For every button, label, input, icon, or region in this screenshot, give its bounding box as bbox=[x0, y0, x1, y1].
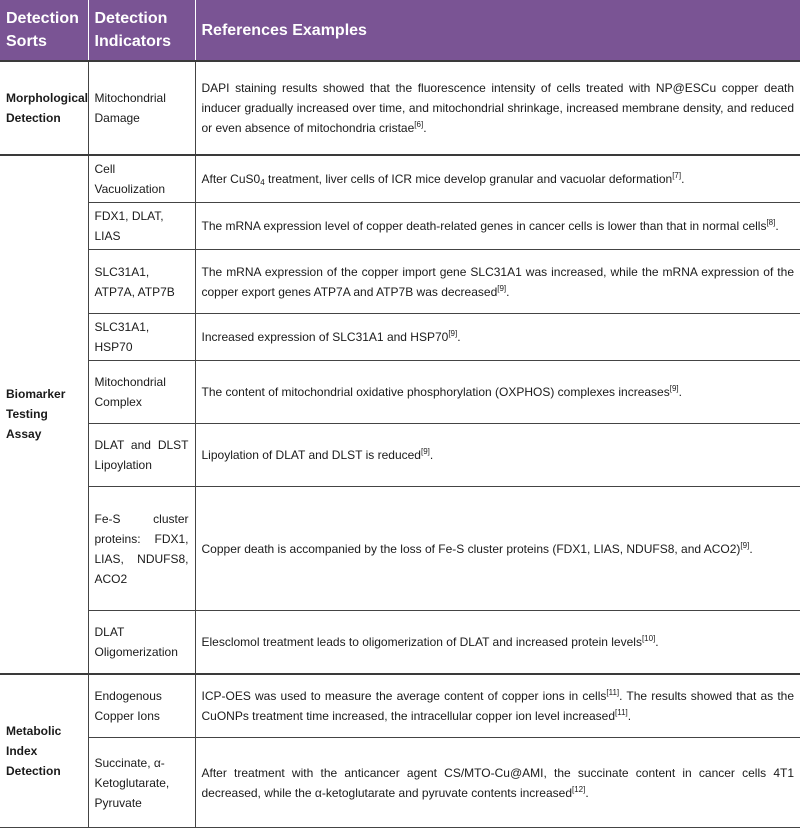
reference-end: . bbox=[681, 172, 685, 186]
reference-text: Elesclomol treatment leads to oligomerization of DLAT and increased protein levels bbox=[201, 634, 642, 649]
detection-sort-cell: Morphological Detection bbox=[0, 61, 88, 155]
citation: [9] bbox=[740, 540, 750, 550]
reference-text: Increased expression of SLC31A1 and HSP70 bbox=[201, 330, 449, 344]
reference-text: . The results showed that as the CuONPs treatment time increased, the intracellular copper ion level increased bbox=[201, 688, 795, 723]
indicator-cell: SLC31A1, HSP70 bbox=[88, 314, 195, 361]
reference-cell bbox=[195, 361, 800, 424]
citation: [9] bbox=[420, 447, 430, 456]
detection-sort-cell: Metabolic Index Detection bbox=[0, 674, 88, 828]
detection-sort-cell: Biomarker Testing Assay bbox=[0, 155, 88, 674]
reference-end: . bbox=[457, 330, 461, 344]
reference-cell bbox=[195, 250, 800, 314]
reference-cell bbox=[195, 424, 800, 487]
reference-text: The mRNA expression level of copper death-related genes in cancer cells is lower than that in normal cells bbox=[201, 219, 767, 233]
reference-text: After treatment with the anticancer agent CS/MTO-Cu@AMI, the succinate content in cancer cells 4T1 decreased, while the α-ketoglutarate and pyruvate contents increased bbox=[201, 765, 794, 800]
reference-cell bbox=[195, 155, 800, 203]
reference-cell bbox=[195, 738, 800, 828]
reference-end: . bbox=[429, 448, 434, 462]
citation: [11] bbox=[615, 707, 628, 717]
citation: [12] bbox=[572, 784, 586, 794]
indicator-cell: Mitochondrial Complex bbox=[88, 361, 195, 424]
indicator-cell: Cell Vacuolization bbox=[88, 155, 195, 203]
reference-end: . bbox=[655, 634, 659, 649]
citation: [11] bbox=[606, 687, 620, 697]
table-row bbox=[0, 314, 800, 361]
reference-text: Copper death is accompanied by the loss of Fe-S cluster proteins (FDX1, LIAS, NDUFS8, and ACO2) bbox=[201, 541, 741, 556]
citation: [7] bbox=[672, 171, 682, 180]
table-row bbox=[0, 361, 800, 424]
reference-text: treatment, liver cells of ICR mice develop granular and vacuolar deformation bbox=[264, 172, 673, 186]
table-row bbox=[0, 424, 800, 487]
reference-text: The content of mitochondrial oxidative phosphorylation (OXPHOS) complexes increases bbox=[201, 385, 670, 399]
citation: [9] bbox=[448, 329, 458, 338]
reference-end: . bbox=[775, 219, 779, 233]
indicator-cell: Succinate, α-Ketoglutarate, Pyruvate bbox=[88, 738, 195, 828]
header-detection-sorts: Detection Sorts bbox=[0, 0, 88, 61]
citation: [9] bbox=[497, 283, 507, 293]
reference-end: . bbox=[627, 708, 632, 723]
reference-text: Lipoylation of DLAT and DLST is reduced bbox=[201, 448, 421, 462]
table-row bbox=[0, 155, 800, 203]
reference-cell bbox=[195, 487, 800, 611]
reference-cell bbox=[195, 611, 800, 674]
header-references-examples: References Examples bbox=[195, 0, 800, 61]
indicator-cell: Fe-S cluster proteins: FDX1, LIAS, NDUFS8, ACO2 bbox=[88, 487, 195, 611]
reference-end: . bbox=[423, 121, 427, 135]
reference-end: . bbox=[585, 785, 589, 800]
table-row bbox=[0, 487, 800, 611]
table-row bbox=[0, 61, 800, 155]
reference-cell bbox=[195, 61, 800, 155]
citation: [6] bbox=[414, 120, 424, 129]
indicator-cell: Endogenous Copper Ions bbox=[88, 674, 195, 738]
citation: [9] bbox=[669, 384, 679, 393]
reference-text: ICP-OES was used to measure the average content of copper ions in cells bbox=[201, 688, 607, 703]
reference-cell bbox=[195, 314, 800, 361]
reference-text: The mRNA expression of the copper import gene SLC31A1 was increased, while the mRNA expression of the copper export genes ATP7A and ATP7B was decreased bbox=[201, 264, 794, 299]
table-header-row bbox=[0, 0, 800, 61]
table-row bbox=[0, 611, 800, 674]
reference-cell bbox=[195, 203, 800, 250]
reference-text: DAPI staining results showed that the fluorescence intensity of cells treated with NP@ESCu copper death inducer gradually increased over time, and mitochondrial shrinkage, increased membrane density, and reduced or even absence of mitochondria cristae bbox=[201, 81, 794, 135]
reference-end: . bbox=[506, 284, 510, 299]
citation: [8] bbox=[766, 218, 776, 227]
table-row bbox=[0, 674, 800, 738]
citation: [10] bbox=[641, 633, 656, 643]
reference-end: . bbox=[678, 385, 682, 399]
indicator-cell: DLAT and DLST Lipoylation bbox=[88, 424, 195, 487]
table-row bbox=[0, 738, 800, 828]
subscript: 4 bbox=[260, 178, 265, 187]
table-row bbox=[0, 250, 800, 314]
header-detection-indicators: Detection Indicators bbox=[88, 0, 195, 61]
reference-cell bbox=[195, 674, 800, 738]
indicator-cell: DLAT Oligomerization bbox=[88, 611, 195, 674]
table-row bbox=[0, 203, 800, 250]
indicator-cell: Mitochondrial Damage bbox=[88, 61, 195, 155]
indicator-cell: FDX1, DLAT, LIAS bbox=[88, 203, 195, 250]
reference-end: . bbox=[749, 541, 753, 556]
reference-text: After CuS0 bbox=[201, 172, 261, 186]
indicator-cell: SLC31A1, ATP7A, ATP7B bbox=[88, 250, 195, 314]
